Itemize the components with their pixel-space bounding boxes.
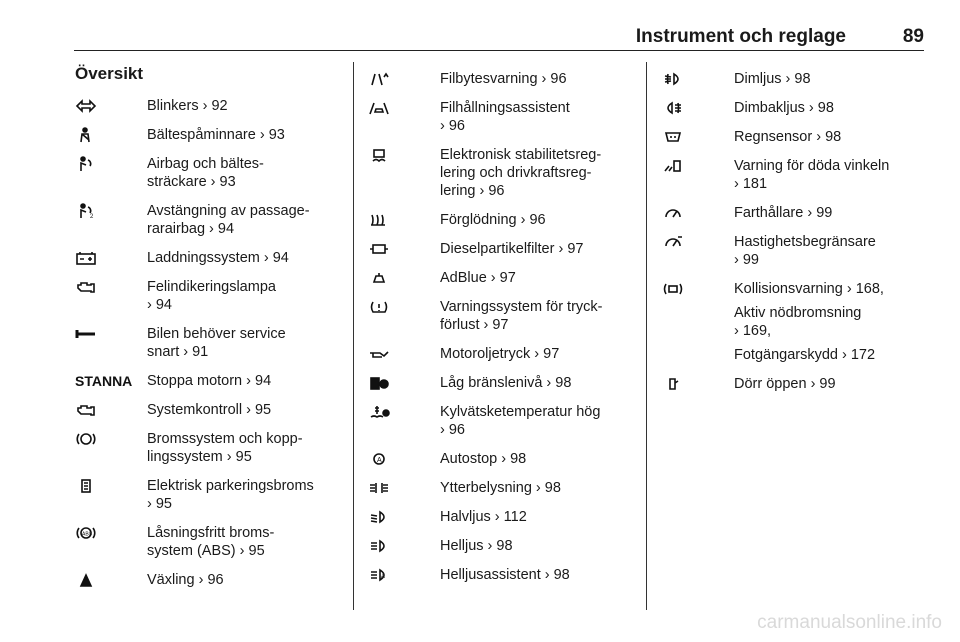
list-item bbox=[368, 211, 630, 229]
entry-line: Laddningssystem › 94 bbox=[147, 250, 289, 266]
entry-text bbox=[734, 204, 924, 222]
entry-text bbox=[147, 477, 337, 513]
entry-text bbox=[147, 278, 337, 314]
side-lights-icon bbox=[368, 479, 440, 496]
entry-text bbox=[147, 401, 337, 419]
entry-line: lering › 96 bbox=[440, 183, 505, 199]
svg-text:A: A bbox=[381, 574, 386, 580]
entry-text bbox=[440, 99, 630, 135]
entry-line: Kylvätsketemperatur hög bbox=[440, 404, 601, 420]
list-item bbox=[662, 128, 924, 146]
list-item bbox=[75, 155, 337, 191]
list-item bbox=[368, 70, 630, 88]
column-3 bbox=[662, 70, 924, 404]
entry-text bbox=[734, 70, 924, 88]
list-item bbox=[75, 430, 337, 466]
list-item bbox=[75, 524, 337, 560]
stanna-text bbox=[75, 372, 147, 390]
list-item bbox=[662, 375, 924, 393]
dpf-icon bbox=[368, 240, 440, 257]
entry-line: Airbag och bältes- bbox=[147, 156, 264, 172]
entry-line: › 94 bbox=[147, 297, 172, 313]
entry-text bbox=[147, 524, 337, 560]
entry-text bbox=[147, 430, 337, 466]
entry-line: Låg bränslenivå › 98 bbox=[440, 375, 572, 391]
engine-icon bbox=[75, 278, 147, 295]
entry-line: AdBlue › 97 bbox=[440, 270, 516, 286]
battery-icon bbox=[75, 249, 147, 266]
entry-text bbox=[147, 126, 337, 144]
entry-line: › 169, bbox=[734, 323, 772, 339]
entry-text bbox=[440, 345, 630, 363]
list-item bbox=[75, 477, 337, 513]
entry-text bbox=[147, 97, 337, 115]
list-item bbox=[368, 240, 630, 258]
entry-line: snart › 91 bbox=[147, 344, 209, 360]
entry-line: Autostop › 98 bbox=[440, 451, 527, 467]
entry-line: Helljus › 98 bbox=[440, 538, 513, 554]
entry-line: sträckare › 93 bbox=[147, 174, 236, 190]
list-item bbox=[368, 345, 630, 363]
column-2 bbox=[368, 70, 630, 595]
list-item bbox=[75, 401, 337, 419]
entry-line: Dörr öppen › 99 bbox=[734, 376, 836, 392]
cruise-icon bbox=[662, 204, 734, 221]
list-item bbox=[662, 204, 924, 222]
list-item bbox=[368, 99, 630, 135]
list-item bbox=[75, 571, 337, 589]
list-item bbox=[662, 280, 924, 364]
entry-line: Farthållare › 99 bbox=[734, 205, 833, 221]
coolant-icon bbox=[368, 403, 440, 420]
entry-line: Ytterbelysning › 98 bbox=[440, 480, 561, 496]
list-item bbox=[368, 566, 630, 584]
list-item bbox=[662, 99, 924, 117]
svg-text:A: A bbox=[377, 457, 382, 464]
entry-line: Motoroljetryck › 97 bbox=[440, 346, 560, 362]
entry-text bbox=[440, 450, 630, 468]
list-item bbox=[75, 202, 337, 238]
speed-limiter-icon bbox=[662, 233, 734, 250]
entry-line: › 96 bbox=[440, 118, 465, 134]
high-beam-assist-icon bbox=[368, 566, 440, 583]
entry-line: Systemkontroll › 95 bbox=[147, 402, 272, 418]
collision-icon bbox=[662, 280, 734, 297]
entry-line: Filbytesvarning › 96 bbox=[440, 71, 567, 87]
list-item bbox=[75, 97, 337, 115]
blind-spot-icon bbox=[662, 157, 734, 174]
wrench-icon bbox=[75, 325, 147, 342]
entry-line: Varning för döda vinkeln bbox=[734, 158, 890, 174]
entry-text bbox=[147, 202, 337, 238]
entry-line: lingssystem › 95 bbox=[147, 449, 252, 465]
list-item bbox=[75, 372, 337, 390]
esc-icon bbox=[368, 146, 440, 163]
entry-text bbox=[147, 155, 337, 191]
watermark: carmanualsonline.info bbox=[757, 612, 942, 633]
brake-icon bbox=[75, 430, 147, 447]
triangle-up-icon bbox=[75, 571, 147, 588]
list-item bbox=[368, 450, 630, 468]
entry-text bbox=[734, 157, 924, 193]
entry-line: Helljusassistent › 98 bbox=[440, 567, 570, 583]
entry-text bbox=[440, 537, 630, 555]
fuel-icon bbox=[368, 374, 440, 391]
header-divider bbox=[74, 50, 924, 51]
list-item bbox=[368, 537, 630, 555]
entry-text bbox=[440, 146, 630, 200]
tire-pressure-icon bbox=[368, 298, 440, 315]
entry-line: Kollisionsvarning › 168, bbox=[734, 281, 884, 297]
entry-line: › 181 bbox=[734, 176, 768, 192]
airbag-icon bbox=[75, 155, 147, 172]
list-item bbox=[368, 269, 630, 287]
oil-icon bbox=[368, 345, 440, 362]
page-title: Instrument och reglage bbox=[635, 26, 846, 47]
entry-text bbox=[734, 99, 924, 117]
svg-text:ABS: ABS bbox=[82, 531, 93, 538]
rear-fog-icon bbox=[662, 99, 734, 116]
stanna-label: STANNA bbox=[75, 373, 133, 389]
entry-text bbox=[440, 298, 630, 334]
entry-line: Bromssystem och kopp- bbox=[147, 431, 303, 447]
entry-line: Avstängning av passage- bbox=[147, 203, 310, 219]
autostop-icon bbox=[368, 450, 440, 467]
entry-line: › 99 bbox=[734, 252, 759, 268]
entry-line: Felindikeringslampa bbox=[147, 279, 276, 295]
list-item bbox=[662, 157, 924, 193]
entry-text bbox=[440, 240, 630, 258]
low-beam-icon bbox=[368, 508, 440, 525]
list-item bbox=[75, 278, 337, 314]
entry-line: Bältespåminnare › 93 bbox=[147, 127, 285, 143]
column-divider bbox=[353, 62, 354, 610]
entry-text bbox=[440, 211, 630, 229]
entry-text bbox=[440, 566, 630, 584]
entry-text bbox=[147, 249, 337, 267]
entry-text bbox=[440, 403, 630, 439]
entry-line: Elektrisk parkeringsbroms bbox=[147, 478, 314, 494]
page-header bbox=[0, 0, 960, 52]
parking-brake-icon bbox=[75, 477, 147, 494]
entry-line: Halvljus › 112 bbox=[440, 509, 527, 525]
entry-text bbox=[440, 479, 630, 497]
list-item bbox=[75, 325, 337, 361]
entry-text bbox=[147, 372, 337, 390]
entry-text bbox=[734, 280, 924, 364]
entry-text bbox=[440, 269, 630, 287]
entry-line: Dieselpartikelfilter › 97 bbox=[440, 241, 584, 257]
door-open-icon bbox=[662, 375, 734, 392]
engine-check-icon bbox=[75, 401, 147, 418]
entry-line: Låsningsfritt broms- bbox=[147, 525, 275, 541]
list-item bbox=[75, 126, 337, 144]
list-item bbox=[662, 70, 924, 88]
entry-line: system (ABS) › 95 bbox=[147, 543, 265, 559]
entry-text bbox=[440, 374, 630, 392]
entry-text bbox=[440, 508, 630, 526]
entry-line: Dimbakljus › 98 bbox=[734, 100, 834, 116]
lane-keep-icon bbox=[368, 99, 440, 116]
airbag-off-icon bbox=[75, 202, 147, 219]
entry-line: Bilen behöver service bbox=[147, 326, 286, 342]
adblue-icon bbox=[368, 269, 440, 286]
entry-line: Elektronisk stabilitetsreg- bbox=[440, 147, 602, 163]
entry-line: rarairbag › 94 bbox=[147, 221, 235, 237]
svg-text:2: 2 bbox=[90, 214, 94, 219]
entry-line: › 95 bbox=[147, 496, 172, 512]
seatbelt-icon bbox=[75, 126, 147, 143]
lane-change-icon bbox=[368, 70, 440, 87]
list-item bbox=[368, 374, 630, 392]
entry-text bbox=[147, 571, 337, 589]
entry-line: Blinkers › 92 bbox=[147, 98, 228, 114]
fog-light-icon bbox=[662, 70, 734, 87]
entry-line: förlust › 97 bbox=[440, 317, 509, 333]
entry-line: Växling › 96 bbox=[147, 572, 224, 588]
list-item bbox=[368, 508, 630, 526]
rain-sensor-icon bbox=[662, 128, 734, 145]
entry-line: Dimljus › 98 bbox=[734, 71, 811, 87]
entry-text bbox=[734, 128, 924, 146]
entry-line: Förglödning › 96 bbox=[440, 212, 546, 228]
list-item bbox=[662, 233, 924, 269]
entry-text bbox=[440, 70, 630, 88]
list-item bbox=[368, 403, 630, 439]
glow-plug-icon bbox=[368, 211, 440, 228]
entry-line: Hastighetsbegränsare bbox=[734, 234, 876, 250]
column-divider bbox=[646, 62, 647, 610]
column-1 bbox=[75, 97, 337, 600]
list-item bbox=[368, 479, 630, 497]
entry-line: Fotgängarskydd › 172 bbox=[734, 347, 876, 363]
entry-line: lering och drivkraftsreg- bbox=[440, 165, 592, 181]
entry-line: Filhållningsassistent bbox=[440, 100, 570, 116]
entry-text bbox=[734, 233, 924, 269]
arrows-icon bbox=[75, 97, 147, 114]
entry-line: › 96 bbox=[440, 422, 465, 438]
entry-text bbox=[734, 375, 924, 393]
abs-icon bbox=[75, 524, 147, 541]
entry-line: Stoppa motorn › 94 bbox=[147, 373, 272, 389]
entry-line: Regnsensor › 98 bbox=[734, 129, 842, 145]
high-beam-icon bbox=[368, 537, 440, 554]
entry-line: Varningssystem för tryck- bbox=[440, 299, 603, 315]
page-number: 89 bbox=[902, 26, 924, 47]
entry-text bbox=[147, 325, 337, 361]
list-item bbox=[368, 298, 630, 334]
list-item bbox=[368, 146, 630, 200]
section-title: Översikt bbox=[75, 64, 144, 83]
list-item bbox=[75, 249, 337, 267]
entry-line: Aktiv nödbromsning bbox=[734, 305, 862, 321]
